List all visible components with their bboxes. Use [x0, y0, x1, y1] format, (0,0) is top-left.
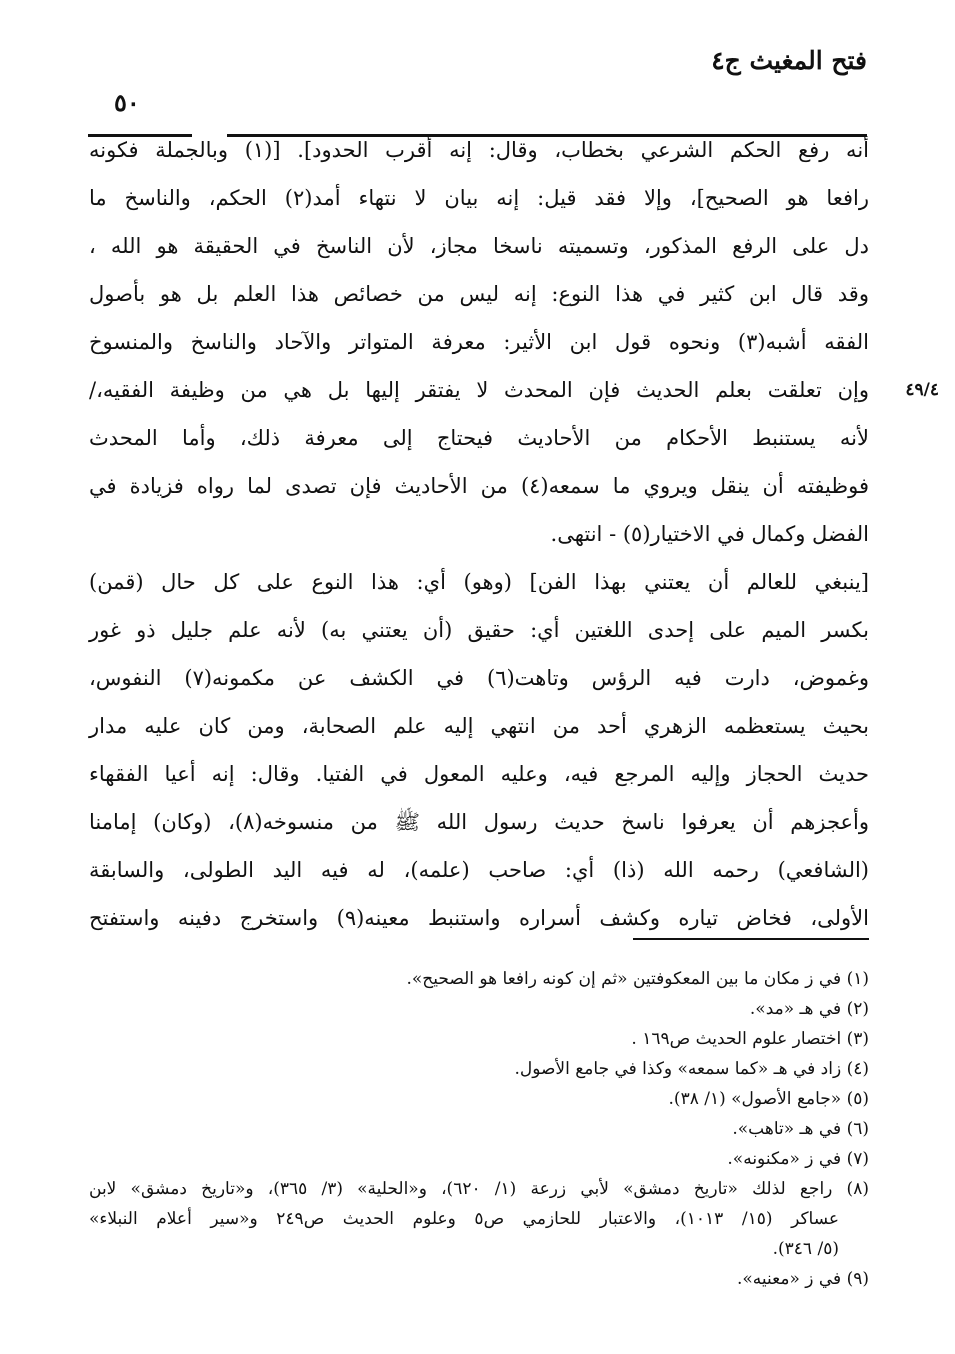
text-line: الفقه أشبه(٣) ونحوه قول ابن الأثير: معرفة المتواتر والآحاد والناسخ والمنسوخ [89, 330, 869, 354]
text-line: بكسر الميم على إحدى اللغتين أي: حقيق (أن يعتني به) لأنه علم جليل ذو غور [89, 618, 869, 642]
text-line: أنه رفع الحكم الشرعي بخطاب، وقال: إنه أقرب الحدود]. [(١) وبالجملة فكونه [89, 138, 869, 162]
footnotes [89, 964, 869, 1294]
text-line: بحيث يستعظمه الزهري أحد من انتهي إليه علم الصحابة، ومن كان عليه مدار [89, 714, 869, 738]
text-line: الأولى، فخاض تياره وكشف أسراره واستنبط معينه(٩) واستخرج دفينه واستفتح [89, 906, 869, 930]
text-line: [ينبغي للعالم أن يعتني بهذا الفن] (وهو) أي: هذا النوع على كل حال (قمن) [89, 570, 869, 594]
text-line: حديث الحجاز وإليه المرجع فيه، وعليه المعول في الفتيا. وقال: إنه أعيا الفقهاء [89, 762, 869, 786]
footnote: (٦) في هـ «تاهب». [732, 1119, 869, 1139]
footnote: (٤) زاد في هـ «كما سمعه» وكذا في جامع الأصول. [514, 1059, 869, 1079]
text-line: لأنه يستنبط الأحكام من الأحاديث فيحتاج إلى معرفة ذلك، وأما المحدث [89, 426, 869, 450]
main-text [89, 126, 939, 942]
text-line: (الشافعي) رحمه الله (ذا) أي: صاحب (علمه)، له فيه اليد الطولى، والسابقة [89, 858, 870, 882]
text-line-with-margin [89, 366, 939, 414]
footnote: (٢) في هـ «مد». [749, 999, 869, 1019]
footnote-continuation: (٥/ ٣٤٦). [772, 1239, 839, 1259]
page-header [88, 42, 867, 117]
footnote-continuation: عساكر (١٥/ ١٠١٣)، والاعتبار للحازمي ص٥ وعلوم الحديث ص٢٤٩ و«سير أعلام النبلاء» [89, 1209, 840, 1229]
footnote: (٨) راجع لذلك «تاريخ دمشق» لأبي زرعة (١/ ٦٢٠)، و«الحلية» (٣/ ٣٦٥)، و«تاريخ دمشق» لابن [89, 1179, 869, 1199]
footnote: (١) في ز مكان ما بين المعكوفتين «ثم إن كونه رافعا هو الصحيح». [406, 969, 869, 989]
text-line: رافعا هو الصحيح]، وإلا فقد قيل: إنه بيان لا نتهاء أمد(٢) الحكم، والناسخ ما [89, 186, 869, 210]
book-title: فتح المغيث ج٤ [711, 46, 867, 75]
text-line: فوظيفته أن ينقل ويروي ما سمعه(٤) من الأحاديث فإن تصدى لما رواه فزيادة في [89, 474, 869, 498]
footnote: (٥) «جامع الأصول» (١/ ٣٨). [668, 1089, 869, 1109]
margin-page-reference: ٤٩/٤ [905, 380, 939, 400]
text-line: وقد قال ابن كثير في هذا النوع: إنه ليس من خصائص هذا العلم بل هو بأصول [89, 282, 869, 306]
page-number: ٥٠ [114, 88, 140, 117]
text-line: دل على الرفع المذكور، وتسميته ناسخا مجاز، لأن الناسخ في الحقيقة هو الله ، [89, 234, 869, 258]
footnote: (٧) في ز «مكنونه». [727, 1149, 869, 1169]
text-line: وأعجزهم أن يعرفوا ناسخ حديث رسول الله ﷺ من منسوخه(٨)، (وكان) إمامنا [89, 810, 870, 834]
footnote: (٩) في ز «معنيه». [736, 1269, 869, 1289]
footnote-separator [633, 938, 869, 940]
text-line: الفضل وكمال في الاختيار(٥) - انتهى. [550, 522, 869, 546]
text-line: وإن تعلقت بعلم الحديث فإن المحدث لا يفتقر إليها بل هي من وظيفة الفقيه،/ [89, 378, 869, 402]
footnote: (٣) اختصار علوم الحديث ص١٦٩ . [631, 1029, 869, 1049]
text-line: وغموض، دارت فيه الرؤس وتاهت(٦) في الكشف عن مكمونه(٧) النفوس، [89, 666, 869, 690]
